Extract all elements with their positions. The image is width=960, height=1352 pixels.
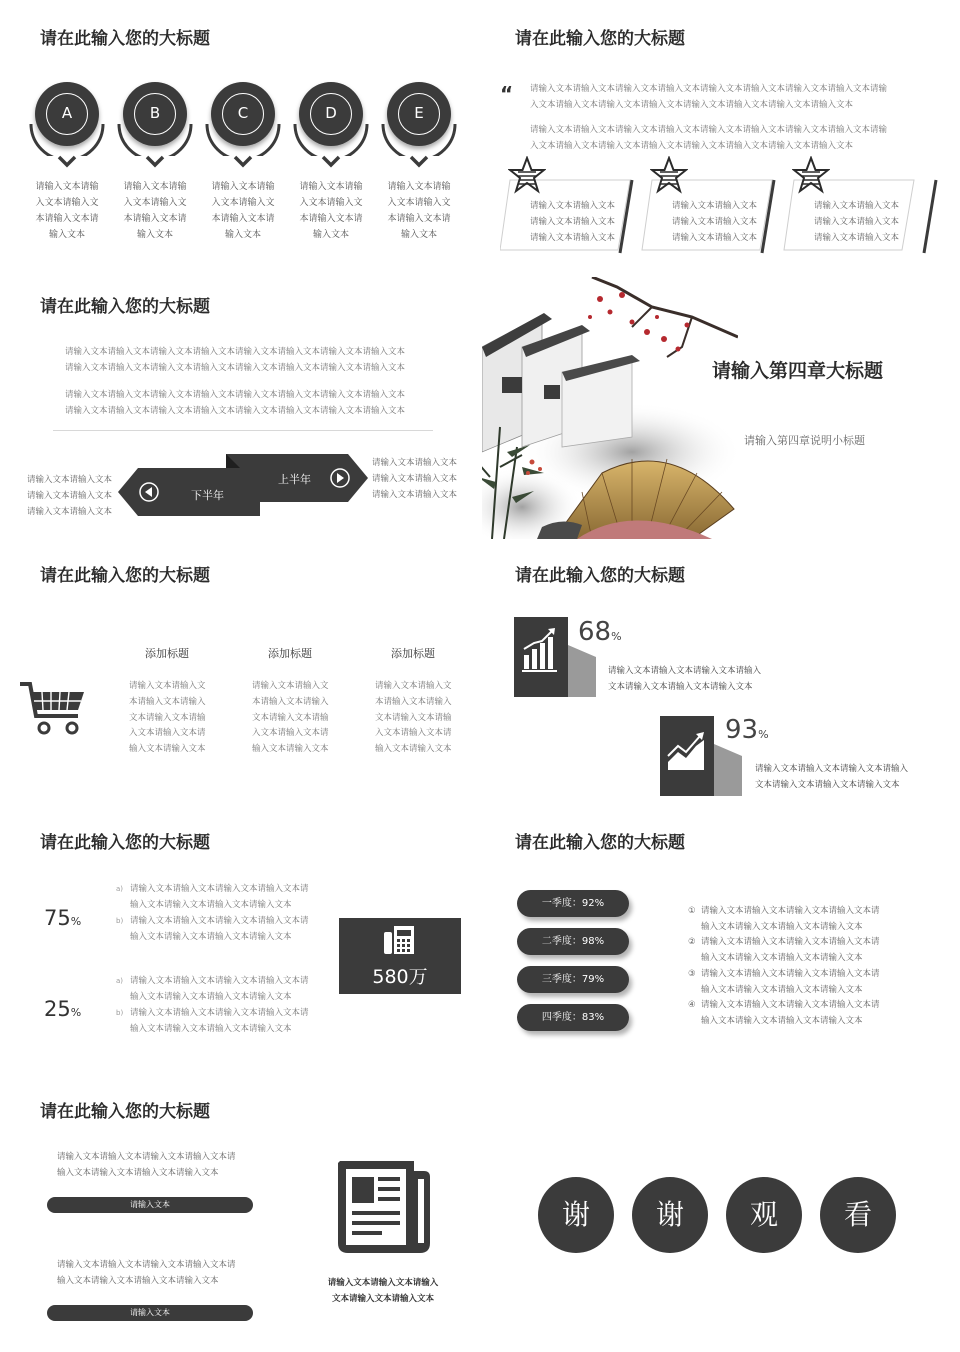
step-text: 请输入文本请输 入文本请输入文 本请输入文本请 输入文本	[123, 182, 187, 240]
numbered-text: 请输入文本请输入文本请输入文本请输入文本请 输入文本请输入文本请输入文本请输入文本	[701, 969, 880, 995]
step-letter: B	[134, 93, 176, 135]
thanks-circle-3: 观	[726, 1177, 802, 1253]
percent-value: 75	[44, 906, 71, 930]
slide9-paragraph-2: 请输入文本请输入文本请输入文本请输入文本请 输入文本请输入文本请输入文本请输入文本	[57, 1260, 236, 1286]
list-text: 请输入文本请输入文本请输入文本请输入文本请 输入文本请输入文本请输入文本请输入文本	[130, 1008, 309, 1034]
upper-half-label: 上半年	[278, 473, 311, 486]
thanks-circle-1: 谢	[538, 1177, 614, 1253]
trend-chart-box	[660, 716, 714, 796]
ink-painting-image	[482, 277, 738, 539]
slide3-paragraph-1: 请输入文本请输入文本请输入文本请输入文本请输入文本请输入文本请输入文本请输入文本 请输入文本请输入文本请输入文本请输入文本请输入文本请输入文本请输入文本请输入文本	[65, 347, 406, 373]
list-item	[116, 913, 316, 945]
divider	[53, 430, 433, 431]
step-letter: C	[222, 93, 264, 135]
quarter-pill-4: 四季度：83%	[517, 1004, 629, 1031]
slide3-paragraph-2: 请输入文本请输入文本请输入文本请输入文本请输入文本请输入文本请输入文本请输入文本 请输入文本请输入文本请输入文本请输入文本请输入文本请输入文本请输入文本请输入文本	[65, 390, 406, 416]
percent-unit: %	[611, 630, 622, 643]
quote-mark: “	[500, 82, 514, 106]
step-e	[381, 82, 457, 158]
column-title-1: 添加标题	[145, 647, 189, 660]
chevron-down-icon	[57, 154, 77, 168]
slide6-title: 请在此输入您的大标题	[515, 566, 685, 586]
column-text-1: 请输入文本请输入文 本请输入文本请输入 文本请输入文本请输 入文本请输入文本请 输入文本请输入文本	[129, 681, 206, 755]
quarter-pill-3: 三季度：79%	[517, 966, 629, 993]
step-c	[205, 82, 281, 158]
slide9-title: 请在此输入您的大标题	[40, 1102, 210, 1122]
star-icon	[792, 156, 830, 194]
gray-shadow-shape	[714, 744, 744, 796]
percent-value: 68	[578, 617, 612, 647]
slide1-title: 请在此输入您的大标题	[40, 29, 210, 49]
list-item	[116, 973, 316, 1005]
numbered-item	[688, 904, 888, 936]
chevron-down-icon	[145, 154, 165, 168]
list-marker: b)	[116, 1009, 124, 1017]
numbered-item	[688, 967, 888, 999]
list-text: 请输入文本请输入文本请输入文本请输入文本请 输入文本请输入文本请输入文本请输入文本	[130, 916, 309, 942]
number-marker: ②	[688, 937, 696, 947]
right-text: 请输入文本请输入文本 请输入文本请输入文本 请输入文本请输入文本	[372, 458, 458, 500]
text-bar-2: 请输入文本	[47, 1305, 253, 1321]
column-text-2: 请输入文本请输入文 本请输入文本请输入 文本请输入文本请输 入文本请输入文本请 输入文本请输入文本	[252, 681, 329, 755]
quarter-pill-1: 一季度：92%	[517, 890, 629, 917]
list-item	[116, 881, 316, 913]
percent-unit: %	[70, 1006, 82, 1019]
thanks-circle-4: 看	[820, 1177, 896, 1253]
thanks-circle-2: 谢	[632, 1177, 708, 1253]
quote-paragraph-1: 请输入文本请输入文本请输入文本请输入文本请输入文本请输入文本请输入文本请输入文本请输 入文本请输入文本请输入文本请输入文本请输入文本请输入文本请输入文本请输入文本	[530, 84, 888, 110]
growth-chart-icon	[514, 617, 568, 697]
growth-chart-box	[514, 617, 568, 697]
step-letter: D	[310, 93, 352, 135]
slide7-title: 请在此输入您的大标题	[40, 833, 210, 853]
chevron-down-icon	[409, 154, 429, 168]
step-d	[293, 82, 369, 158]
chevron-down-icon	[233, 154, 253, 168]
list-marker: a)	[116, 885, 124, 893]
box-text-1: 请输入文本请输入文本 请输入文本请输入文本 请输入文本请输入文本	[530, 201, 616, 243]
list-text: 请输入文本请输入文本请输入文本请输入文本请 输入文本请输入文本请输入文本请输入文本	[130, 884, 309, 910]
fax-value-box	[339, 918, 461, 994]
slide5-title: 请在此输入您的大标题	[40, 566, 210, 586]
percent-value: 25	[44, 997, 71, 1021]
percent-unit: %	[758, 728, 769, 741]
half-year-arrows	[118, 452, 368, 518]
slide9-paragraph-1: 请输入文本请输入文本请输入文本请输入文本请 输入文本请输入文本请输入文本请输入文本	[57, 1152, 236, 1178]
fax-machine-icon	[383, 924, 417, 956]
chevron-down-icon	[321, 154, 341, 168]
percent-68	[578, 617, 622, 647]
column-title-2: 添加标题	[268, 647, 312, 660]
numbered-item	[688, 935, 888, 967]
slide2-title: 请在此输入您的大标题	[515, 29, 685, 49]
step-b	[117, 82, 193, 158]
shopping-cart-icon	[20, 680, 86, 738]
percent-unit: %	[70, 915, 82, 928]
newspaper-icon	[334, 1159, 432, 1255]
step-a	[29, 82, 105, 158]
box-text-2: 请输入文本请输入文本 请输入文本请输入文本 请输入文本请输入文本	[672, 201, 758, 243]
column-title-3: 添加标题	[391, 647, 435, 660]
star-icon	[508, 156, 546, 194]
newspaper-caption: 请输入文本请输入文本请输入 文本请输入文本请输入文本	[327, 1278, 439, 1304]
step-text: 请输入文本请输 入文本请输入文 本请输入文本请 输入文本	[211, 182, 275, 240]
list-item	[116, 1005, 316, 1037]
numbered-text: 请输入文本请输入文本请输入文本请输入文本请 输入文本请输入文本请输入文本请输入文本	[701, 906, 880, 932]
step-text: 请输入文本请输 入文本请输入文 本请输入文本请 输入文本	[299, 182, 363, 240]
slide3-title: 请在此输入您的大标题	[40, 297, 210, 317]
percent-value: 93	[725, 715, 759, 745]
step-text: 请输入文本请输 入文本请输入文 本请输入文本请 输入文本	[387, 182, 451, 240]
trend-chart-icon	[660, 716, 714, 796]
lower-half-label: 下半年	[191, 489, 224, 502]
numbered-text: 请输入文本请输入文本请输入文本请输入文本请 输入文本请输入文本请输入文本请输入文本	[701, 1000, 880, 1026]
list-marker: b)	[116, 917, 124, 925]
left-text: 请输入文本请输入文本 请输入文本请输入文本 请输入文本请输入文本	[27, 475, 113, 517]
numbered-text: 请输入文本请输入文本请输入文本请输入文本请 输入文本请输入文本请输入文本请输入文本	[701, 937, 880, 963]
quarter-pill-2: 二季度：98%	[517, 928, 629, 955]
percent-93	[725, 715, 769, 745]
percent-68-text: 请输入文本请输入文本请输入文本请输入 文本请输入文本请输入文本请输入文本	[608, 666, 762, 692]
fax-value: 580万	[372, 966, 428, 988]
percent-75	[44, 906, 81, 930]
text-bar-1: 请输入文本	[47, 1197, 253, 1213]
chapter4-title: 请输入第四章大标题	[712, 360, 884, 382]
quote-paragraph-2: 请输入文本请输入文本请输入文本请输入文本请输入文本请输入文本请输入文本请输入文本请输 入文本请输入文本请输入文本请输入文本请输入文本请输入文本请输入文本请输入文本	[530, 125, 888, 151]
list-text: 请输入文本请输入文本请输入文本请输入文本请 输入文本请输入文本请输入文本请输入文本	[130, 976, 309, 1002]
list-marker: a)	[116, 977, 124, 985]
star-icon	[650, 156, 688, 194]
box-text-3: 请输入文本请输入文本 请输入文本请输入文本 请输入文本请输入文本	[814, 201, 900, 243]
percent-25	[44, 997, 81, 1021]
number-marker: ①	[688, 906, 696, 916]
column-text-3: 请输入文本请输入文 本请输入文本请输入 文本请输入文本请输 入文本请输入文本请 输入文本请输入文本	[375, 681, 452, 755]
number-marker: ③	[688, 969, 696, 979]
step-text: 请输入文本请输 入文本请输入文 本请输入文本请 输入文本	[35, 182, 99, 240]
chapter4-subtitle: 请输入第四章说明小标题	[744, 434, 865, 447]
number-marker: ④	[688, 1000, 696, 1010]
step-letter: A	[46, 93, 88, 135]
step-letter: E	[398, 93, 440, 135]
percent-93-text: 请输入文本请输入文本请输入文本请输入 文本请输入文本请输入文本请输入文本	[755, 764, 909, 790]
numbered-item	[688, 998, 888, 1030]
gray-shadow-shape	[568, 645, 598, 697]
slide8-title: 请在此输入您的大标题	[515, 833, 685, 853]
